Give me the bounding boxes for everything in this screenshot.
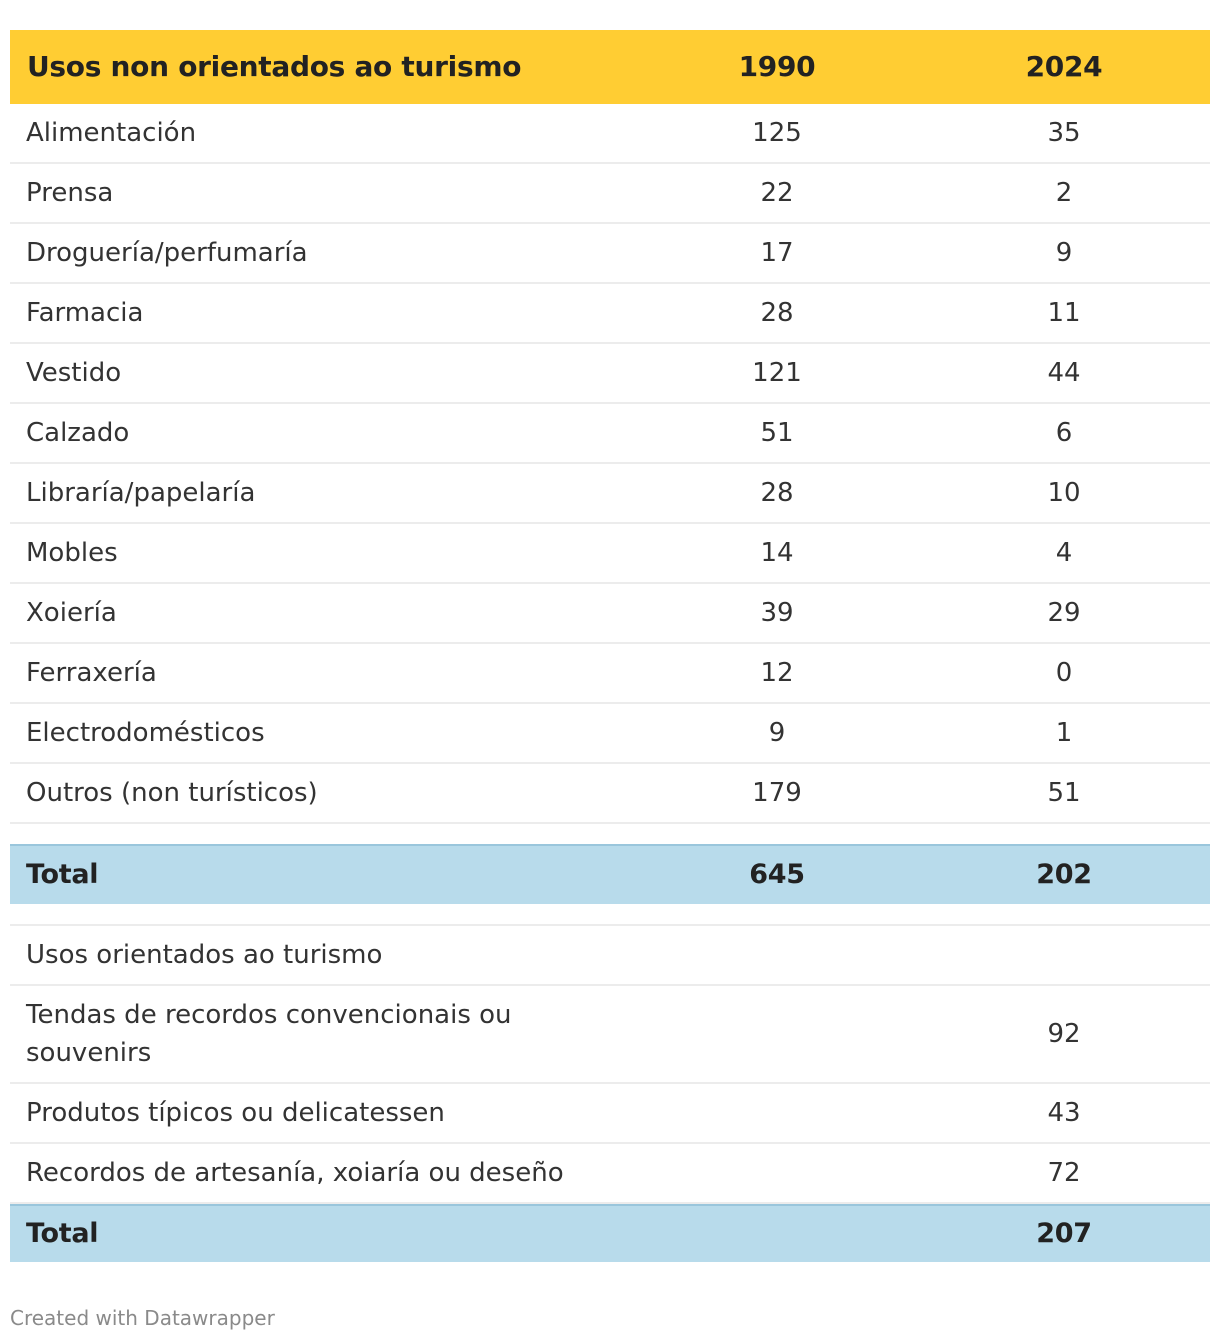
row-label: Recordos de artesanía, xoiaría ou deseño	[26, 1158, 564, 1188]
value-1990: 121	[752, 358, 802, 388]
value-1990: 17	[760, 238, 794, 268]
row-label: Libraría/papelaría	[26, 478, 256, 508]
value-1990: 28	[760, 298, 794, 328]
table-body-tourism	[10, 986, 1210, 1204]
total-row-non-tourism	[10, 844, 1210, 904]
table-row	[10, 704, 1210, 764]
value-1990: 125	[752, 118, 802, 148]
table-row	[10, 764, 1210, 824]
table-row	[10, 584, 1210, 644]
table-row	[10, 1084, 1210, 1144]
value-2024: 29	[1047, 598, 1081, 628]
total-2024: 202	[1036, 859, 1092, 890]
value-1990: 28	[760, 478, 794, 508]
value-1990: 12	[760, 658, 794, 688]
table-row	[10, 1144, 1210, 1204]
row-label: Ferraxería	[26, 658, 157, 688]
value-2024: 1	[1055, 718, 1073, 748]
value-1990: 14	[760, 538, 794, 568]
value-2024: 9	[1055, 238, 1073, 268]
value-2024: 10	[1047, 478, 1081, 508]
table-row	[10, 224, 1210, 284]
row-label: Alimentación	[26, 118, 197, 148]
table-row	[10, 986, 1210, 1084]
data-table	[10, 30, 1210, 1262]
row-label: Tendas de recordos convencionais ou souvenirs	[26, 1000, 512, 1068]
value-2024: 92	[1047, 1019, 1081, 1049]
value-1990: 22	[760, 178, 794, 208]
table-row	[10, 464, 1210, 524]
section-label: Usos orientados ao turismo	[26, 940, 383, 970]
row-label: Outros (non turísticos)	[26, 778, 318, 808]
value-2024: 35	[1047, 118, 1081, 148]
header-col-2024: 2024	[1025, 50, 1103, 83]
total-label: Total	[26, 1218, 99, 1249]
table-row	[10, 164, 1210, 224]
value-2024: 72	[1047, 1158, 1081, 1188]
value-2024: 0	[1055, 658, 1073, 688]
value-2024: 51	[1047, 778, 1081, 808]
value-1990: 51	[760, 418, 794, 448]
value-2024: 4	[1055, 538, 1073, 568]
total-1990: 645	[749, 859, 805, 890]
row-label: Produtos típicos ou delicatessen	[26, 1098, 445, 1128]
value-1990: 179	[752, 778, 802, 808]
footer-credit: Created with Datawrapper	[10, 1306, 275, 1330]
value-2024: 2	[1055, 178, 1073, 208]
table-row	[10, 524, 1210, 584]
row-label: Farmacia	[26, 298, 144, 328]
value-1990: 9	[768, 718, 786, 748]
table-row	[10, 284, 1210, 344]
spacer	[10, 824, 1210, 844]
table-row	[10, 404, 1210, 464]
value-2024: 43	[1047, 1098, 1081, 1128]
table-header	[10, 30, 1210, 104]
row-label: Prensa	[26, 178, 114, 208]
total-row-tourism	[10, 1204, 1210, 1262]
row-label: Mobles	[26, 538, 118, 568]
row-label: Xoiería	[26, 598, 117, 628]
value-2024: 11	[1047, 298, 1081, 328]
total-2024: 207	[1036, 1218, 1092, 1249]
table-row	[10, 104, 1210, 164]
value-2024: 44	[1047, 358, 1081, 388]
value-1990: 39	[760, 598, 794, 628]
header-col-1990: 1990	[738, 50, 816, 83]
section-heading-tourism	[10, 926, 1210, 986]
header-label: Usos non orientados ao turismo	[27, 50, 522, 83]
table-body	[10, 104, 1210, 824]
row-label: Droguería/perfumaría	[26, 238, 308, 268]
row-label: Calzado	[26, 418, 130, 448]
spacer	[10, 904, 1210, 926]
row-label: Vestido	[26, 358, 122, 388]
total-label: Total	[26, 859, 99, 890]
row-label: Electrodomésticos	[26, 718, 265, 748]
value-2024: 6	[1055, 418, 1073, 448]
table-row	[10, 644, 1210, 704]
table-row	[10, 344, 1210, 404]
